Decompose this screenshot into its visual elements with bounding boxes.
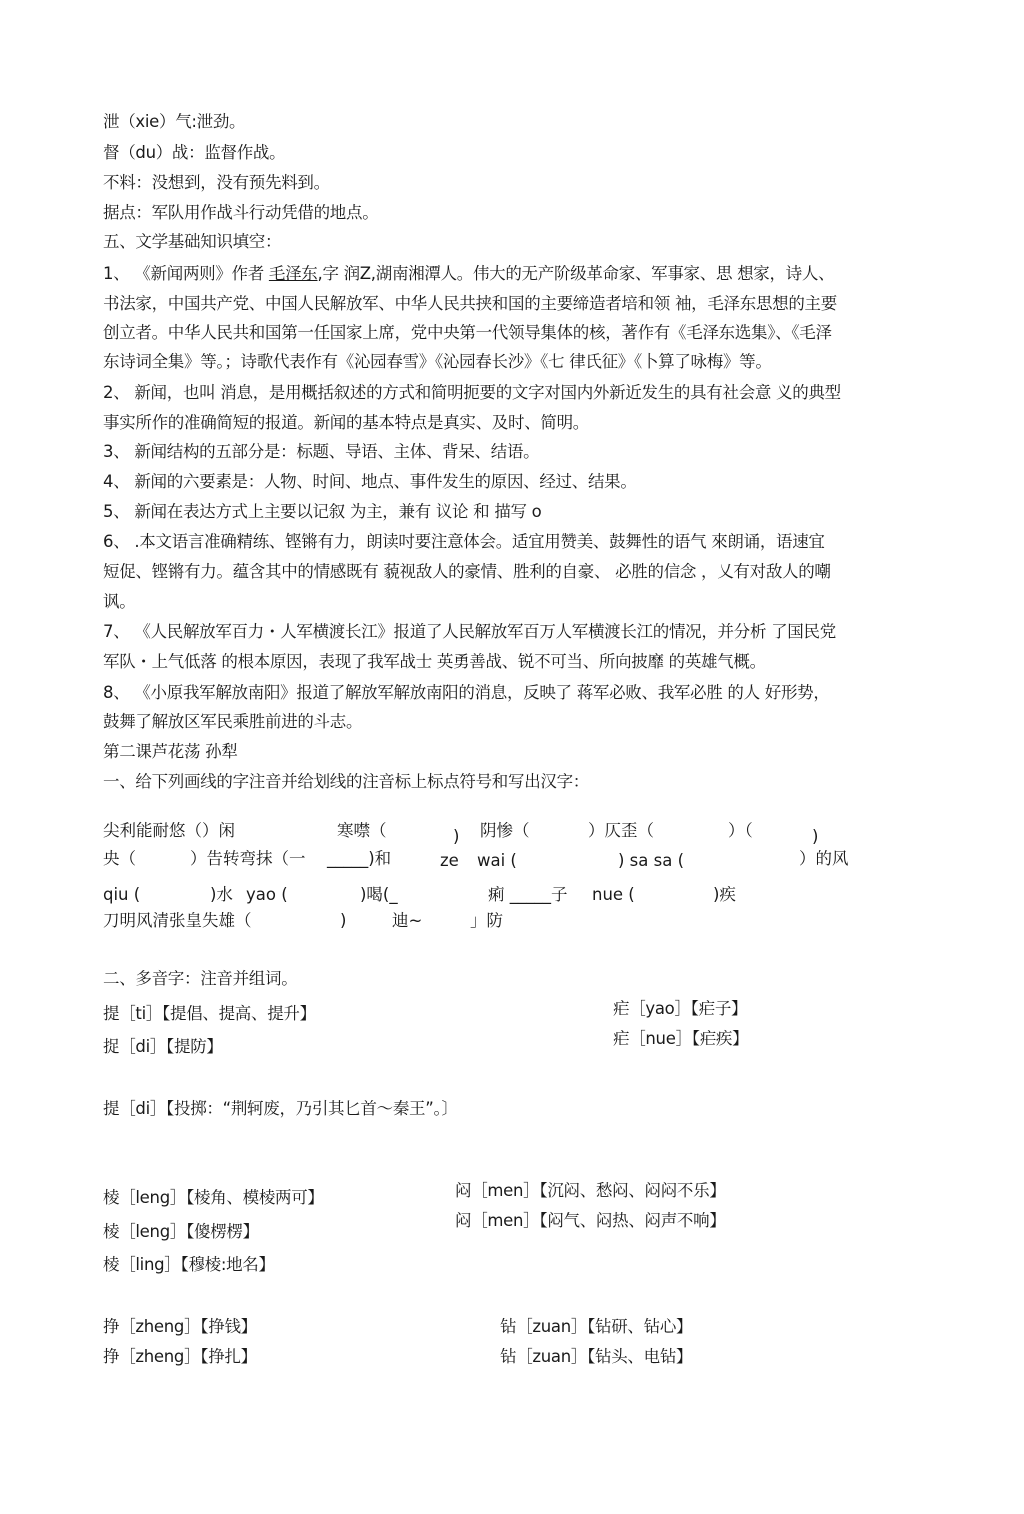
polyphone-entry: 提［ti］【提倡、提高、提升】: [103, 1004, 316, 1023]
exercise-blank: 刀明风清张皇失雄（: [103, 911, 252, 930]
polyphone-entry: 钻［zuan］【钻头、电钻】: [500, 1347, 693, 1366]
item-1-prefix: 1、 《新闻两则》作者: [103, 264, 269, 283]
item-1-line: [103, 263, 834, 285]
exercise-blank: )喝(_: [360, 885, 398, 904]
exercise-blank: )疾: [713, 885, 736, 904]
polyphone-entry: 钻［zuan］【钻研、钻心】: [500, 1317, 693, 1336]
item-7-line: 7、 《人民解放军百力・人军横渡长江》报道了人民解放军百万人军横渡长江的情况，并分析 了国民党: [103, 622, 836, 641]
vocab-line: 据点：军队用作战斗行动凭借的地点。: [103, 203, 379, 222]
polyphone-entry: 棱［ling］【穆棱:地名】: [103, 1255, 275, 1274]
item-6-line: 短促、铿锵有力。蕴含其中的情感既有 藐视敌人的豪情、胜利的自豪、 必胜的信念 ，乂有对敌人的嘲: [103, 562, 831, 581]
exercise-blank: ) sa sa (: [618, 851, 685, 870]
exercise-blank: ）告转弯抹（一: [190, 849, 306, 868]
item-4: 4、 新闻的六要素是：人物、时间、地点、事件发生的原因、经过、结果。: [103, 472, 637, 491]
item-6-line: 6、 .本文语言准确精练、铿锵有力，朗读吋要注意体会。适宜用赞美、鼓舞性的语气 來朗诵，语速宜: [103, 532, 825, 551]
vocab-line: 督（du）战：监督作战。: [103, 143, 286, 162]
polyphone-entry: 挣［zheng］【挣扎】: [103, 1347, 257, 1366]
exercise-blank: ): [812, 827, 819, 846]
item-6-line: 讽。: [103, 592, 136, 611]
item-8-line: 鼓舞了解放区军民乘胜前进的斗志。: [103, 712, 363, 731]
exercise-blank: ): [340, 911, 347, 930]
exercise-blank: nue (: [592, 885, 635, 904]
exercise-blank: )水: [210, 885, 233, 904]
exercise-blank: ）的风: [799, 849, 849, 868]
exercise-blank: 阴惨（: [480, 821, 530, 840]
exercise-blank: ze: [440, 851, 459, 870]
exercise-blank: ）仄歪（: [588, 821, 654, 840]
polyphone-entry: 提［di］【投掷：“荆轲废，乃引其匕首～秦王”。〕: [103, 1099, 458, 1118]
item-1-rest: ,字 润Z,湖南湘潭人。伟大的无产阶级革命家、军事家、思 想家，诗人、: [317, 264, 835, 283]
item-1-line: 创立者。中华人民共和国第一任国家上席，党中央第一代领导集体的核，著作有《毛泽东选集》、《毛泽: [103, 323, 832, 342]
polyphone-entry: 闷［men］【沉闷、愁闷、闷闷不乐】: [455, 1181, 726, 1200]
lesson-2-question-1: 一、给下列画线的字注音并给划线的注音标上标点符号和写出汉字：: [103, 772, 590, 791]
lesson-2-title: 第二课芦花荡 孙犁: [103, 742, 238, 761]
exercise-blank: 」防: [470, 911, 503, 930]
exercise-blank: 迪~: [392, 911, 423, 930]
item-7-line: 军队・上气低落 的根本原因，表现了我军战士 英勇善战、锐不可当、所向披靡 的英雄气概。: [103, 652, 766, 671]
exercise-blank: ): [453, 827, 460, 846]
polyphone-heading: 二、多音字：注音并组词。: [103, 969, 298, 988]
exercise-blank: 痢 _____子: [488, 885, 568, 904]
vocab-line: 泄（xie）气:泄劲。: [103, 112, 246, 131]
item-1-line: 东诗词全集》等。；诗歌代表作有《沁园春雪》《沁园春长沙》《七 律氏征》《卜算了咏梅》等。: [103, 352, 772, 371]
exercise-blank: ）（: [728, 821, 753, 840]
polyphone-entry: 疟［yao］【疟子】: [613, 999, 748, 1018]
polyphone-entry: 捉［di］【提防】: [103, 1037, 223, 1056]
item-2-line: 2、 新闻，也叫 消息，是用概括叙述的方式和简明扼要的文字对国内外新近发生的具有社会意 义的典型: [103, 383, 841, 402]
section-5-heading: 五、文学基础知识填空：: [103, 232, 282, 251]
polyphone-entry: 疟［nue］【疟疾】: [613, 1029, 749, 1048]
polyphone-entry: 棱［leng］【傻楞楞】: [103, 1222, 259, 1241]
item-3: 3、 新闻结构的五部分是：标题、导语、主体、背呆、结语。: [103, 442, 540, 461]
item-5: 5、 新闻在表达方式上主要以记叙 为主，兼有 议论 和 描写 o: [103, 502, 542, 521]
exercise-blank: wai (: [477, 851, 517, 870]
polyphone-entry: 棱［leng］【棱角、模棱两可】: [103, 1188, 324, 1207]
item-2-line: 事实所作的准确简短的报道。新闻的基本特点是真实、及时、简明。: [103, 413, 590, 432]
item-1-line: 书法家，中国共产党、中国人民解放军、中华人民共挟和国的主要缔造者培和领 袖，毛泽东思想的主要: [103, 294, 837, 313]
polyphone-entry: 闷［men］【闷气、闷热、闷声不响】: [455, 1211, 726, 1230]
exercise-blank: 寒噤（: [337, 821, 387, 840]
exercise-blank: 央（: [103, 849, 136, 868]
exercise-blank: 尖利能耐悠（）闲: [103, 821, 235, 840]
item-8-line: 8、 《小原我军解放南阳》报道了解放军解放南阳的消息，反映了 蒋军必败、我军必胜 的人 好形势，: [103, 683, 830, 702]
polyphone-entry: 挣［zheng］【挣钱】: [103, 1317, 257, 1336]
exercise-blank: qiu (: [103, 885, 141, 904]
author-name: 毛泽东: [268, 264, 318, 283]
vocab-line: 不料：没想到，没有预先料到。: [103, 173, 330, 192]
exercise-blank: _____)和: [327, 849, 392, 868]
exercise-blank: yao (: [246, 885, 288, 904]
